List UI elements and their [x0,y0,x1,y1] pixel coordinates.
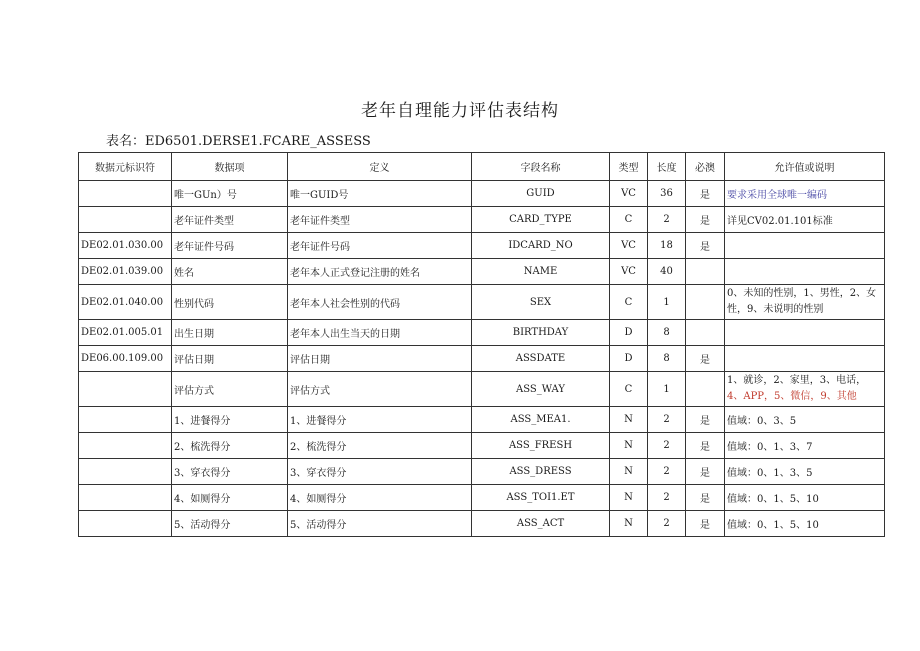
cell-item: 姓名 [172,259,288,285]
cell-item: 5、活动得分 [172,511,288,537]
cell-definition: 评估方式 [288,372,472,407]
table-row [79,346,885,372]
cell-field: ASSDATE [472,346,610,372]
cell-length: 2 [648,459,686,485]
cell-note: 值域：0、1、5、10 [725,511,885,537]
header-cell-note: 允许值或说明 [725,153,885,181]
cell-item: 唯一GUn）号 [172,181,288,207]
cell-required [686,285,725,320]
header-cell-required: 必澳 [686,153,725,181]
table-row [79,207,885,233]
cell-field: ASS_MEA1. [472,407,610,433]
cell-required: 是 [686,485,725,511]
cell-note: 值域：0、1、3、5 [725,459,885,485]
cell-note: 值域：0、1、5、10 [725,485,885,511]
table-row [79,459,885,485]
cell-id: DE02.01.030.00 [79,233,172,259]
header-cell-definition: 定义 [288,153,472,181]
cell-field: ASS_FRESH [472,433,610,459]
header-cell-type: 类型 [610,153,648,181]
cell-definition: 老年本人社会性别的代码 [288,285,472,320]
cell-id [79,433,172,459]
cell-type: N [610,511,648,537]
cell-required [686,259,725,285]
cell-item: 2、梳洗得分 [172,433,288,459]
cell-required [686,372,725,407]
header-cell-id: 数据元标识符 [79,153,172,181]
cell-length: 2 [648,485,686,511]
cell-required: 是 [686,407,725,433]
cell-length: 1 [648,285,686,320]
cell-note: 值域：0、1、3、7 [725,433,885,459]
cell-id [79,372,172,407]
cell-definition: 3、穿衣得分 [288,459,472,485]
note-part-highlight: 4、APP，5、微信，9、其他 [727,391,857,402]
cell-id [79,485,172,511]
cell-field: ASS_DRESS [472,459,610,485]
cell-item: 出生日期 [172,320,288,346]
cell-id [79,407,172,433]
cell-note [725,233,885,259]
cell-definition: 评估日期 [288,346,472,372]
cell-field: SEX [472,285,610,320]
cell-type: C [610,207,648,233]
cell-definition: 1、进餐得分 [288,407,472,433]
cell-note [725,259,885,285]
cell-id [79,181,172,207]
cell-type: C [610,372,648,407]
cell-type: VC [610,233,648,259]
header-cell-item: 数据项 [172,153,288,181]
cell-note: 详见CV02.01.101标准 [725,207,885,233]
cell-type: C [610,285,648,320]
cell-length: 18 [648,233,686,259]
page-title: 老年自理能力评估表结构 [361,101,559,121]
cell-type: VC [610,259,648,285]
note-part: 1、就诊，2、家里，3、电话， [727,375,867,386]
cell-required: 是 [686,207,725,233]
cell-id: DE02.01.040.00 [79,285,172,320]
cell-definition: 老年证件号码 [288,233,472,259]
cell-field: ASS_WAY [472,372,610,407]
cell-definition: 老年本人正式登记注册的姓名 [288,259,472,285]
cell-type: N [610,407,648,433]
table-row [79,372,885,407]
cell-definition: 2、梳洗得分 [288,433,472,459]
cell-field: IDCARD_NO [472,233,610,259]
cell-id [79,459,172,485]
cell-note [725,320,885,346]
cell-definition: 老年本人出生当天的日期 [288,320,472,346]
cell-id [79,207,172,233]
cell-field: ASS_ACT [472,511,610,537]
cell-length: 1 [648,372,686,407]
cell-note: 0、未知的性别，1、男性，2、女性，9、未说明的性别 [725,285,885,320]
cell-type: N [610,459,648,485]
cell-required: 是 [686,346,725,372]
cell-length: 2 [648,433,686,459]
cell-type: N [610,433,648,459]
cell-type: VC [610,181,648,207]
cell-length: 8 [648,320,686,346]
cell-item: 老年证件类型 [172,207,288,233]
cell-field: BIRTHDAY [472,320,610,346]
cell-field: GUID [472,181,610,207]
cell-id: DE02.01.039.00 [79,259,172,285]
table-row [79,285,885,320]
cell-length: 40 [648,259,686,285]
cell-note [725,372,885,407]
cell-length: 36 [648,181,686,207]
cell-required: 是 [686,511,725,537]
cell-length: 2 [648,207,686,233]
cell-required: 是 [686,181,725,207]
cell-required: 是 [686,433,725,459]
cell-id: DE02.01.005.01 [79,320,172,346]
table-row [79,485,885,511]
header-cell-length: 长度 [648,153,686,181]
header-cell-field: 字段名称 [472,153,610,181]
cell-required: 是 [686,459,725,485]
cell-item: 性别代码 [172,285,288,320]
cell-item: 评估方式 [172,372,288,407]
table-row [79,407,885,433]
cell-length: 2 [648,511,686,537]
cell-field: NAME [472,259,610,285]
cell-item: 老年证件号码 [172,233,288,259]
cell-definition: 4、如厕得分 [288,485,472,511]
cell-required: 是 [686,233,725,259]
cell-field: ASS_TOI1.ET [472,485,610,511]
table-row [79,433,885,459]
cell-type: D [610,320,648,346]
cell-note: 要求采用全球唯一编码 [725,181,885,207]
table-row [79,320,885,346]
structure-table [78,152,885,537]
cell-note [725,346,885,372]
cell-item: 4、如厕得分 [172,485,288,511]
cell-field: CARD_TYPE [472,207,610,233]
cell-definition: 5、活动得分 [288,511,472,537]
cell-id: DE06.00.109.00 [79,346,172,372]
table-name: 表名：ED6501.DERSE1.FCARE_ASSESS [106,134,371,149]
cell-type: D [610,346,648,372]
cell-note: 值域：0、3、5 [725,407,885,433]
cell-type: N [610,485,648,511]
cell-definition: 唯一GUID号 [288,181,472,207]
table-row [79,181,885,207]
table-row [79,233,885,259]
cell-length: 8 [648,346,686,372]
cell-definition: 老年证件类型 [288,207,472,233]
table-row [79,259,885,285]
cell-required [686,320,725,346]
cell-length: 2 [648,407,686,433]
cell-item: 3、穿衣得分 [172,459,288,485]
cell-item: 评估日期 [172,346,288,372]
table-header-row [79,153,885,181]
table-row [79,511,885,537]
cell-id [79,511,172,537]
cell-item: 1、进餐得分 [172,407,288,433]
